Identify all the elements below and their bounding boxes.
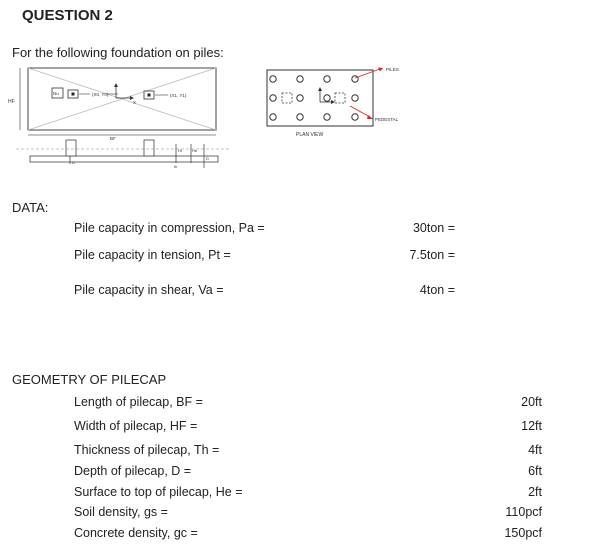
- d-label-left: D: [72, 160, 75, 165]
- geometry-value-depth: 6ft: [528, 464, 542, 478]
- geometry-value-soil-density: 110pcf: [505, 505, 542, 519]
- data-value-shear: 4ton =: [419, 283, 455, 297]
- geometry-value-surface: 2ft: [528, 485, 542, 499]
- pedestal-left: [282, 93, 292, 103]
- data-value-compression: 30ton =: [412, 221, 455, 235]
- geometry-heading: GEOMETRY OF PILECAP: [12, 372, 167, 387]
- geometry-value-concrete-density: 150pcf: [504, 526, 542, 540]
- th-label: th: [174, 164, 178, 169]
- geometry-value-length: 20ft: [521, 395, 542, 409]
- hl-label: Hl: [178, 148, 182, 153]
- geometry-label-soil-density: Soil density, gs =: [74, 505, 168, 519]
- geometry-label-concrete-density: Concrete density, gc =: [74, 526, 198, 540]
- x-axis-label: X: [133, 100, 137, 105]
- nu-label: Nu: [53, 91, 59, 96]
- plan-view-label: PLAN VIEW: [296, 132, 324, 138]
- geometry-label-depth: Depth of pilecap, D =: [74, 464, 192, 478]
- d-label: D: [206, 156, 209, 161]
- data-label-shear: Pile capacity in shear, Va =: [74, 283, 224, 297]
- data-value-tension: 7.5ton =: [409, 248, 455, 262]
- data-label-tension: Pile capacity in tension, Pt =: [74, 248, 231, 262]
- pedestal-right: [335, 93, 345, 103]
- geometry-value-thickness: 4ft: [528, 443, 542, 457]
- x0y0-label: (X0, Y0): [92, 92, 109, 97]
- data-label-compression: Pile capacity in compression, Pa =: [74, 221, 265, 235]
- geometry-label-length: Length of pilecap, BF =: [74, 395, 203, 409]
- plan-view-figure: [262, 64, 412, 140]
- geometry-value-width: 12ft: [521, 419, 542, 433]
- bf-label: BF: [110, 136, 116, 141]
- geometry-label-thickness: Thickness of pilecap, Th =: [74, 443, 220, 457]
- question-title: QUESTION 2: [22, 7, 113, 24]
- foundation-figure: [6, 64, 236, 172]
- pedestal-label: PEDESTAL: [375, 117, 399, 122]
- he-label: He: [192, 148, 198, 153]
- data-heading: DATA:: [12, 200, 49, 215]
- geometry-label-surface: Surface to top of pilecap, He =: [74, 485, 243, 499]
- pilecap-section: [30, 156, 218, 162]
- x1y1-label: (X1, Y1): [170, 93, 187, 98]
- intro-text: For the following foundation on piles:: [12, 45, 224, 60]
- piles-label: PILES: [386, 67, 399, 72]
- hf-label: HF: [8, 99, 15, 105]
- geometry-label-width: Width of pilecap, HF =: [74, 419, 198, 433]
